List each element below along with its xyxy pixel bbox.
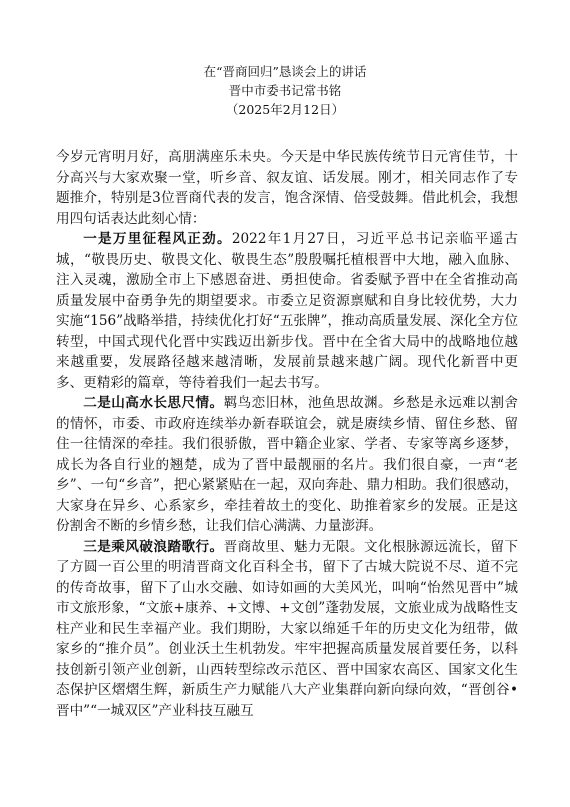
document-header: [0, 62, 570, 119]
paragraph-text: 晋商故里、魅力无限。文化根脉源远流长，留下了方圆一百公里的明清晋商文化百科全书，留下了古城大院说不尽、道不完的传奇故事，留下了山水交融、如诗如画的大美风光，叫响“怡然见晋中”城市文旅形象，“文旅+康养、+文博、+文创”蓬勃发展，文旅业成为战略性支柱产业和民生幸福产业。我们期盼，大家以绵延千年的历史文化为纽带，做家乡的“推介员”。创业沃土生机勃发。牢牢把握高质量发展首要任务，以科技创新引领产业创新，山西转型综改示范区、晋中国家农高区、国家文化生态保护区熠熠生辉，新质生产力赋能八大产业集群向新向绿向效，“晋创谷•晋中”“一城双区”产业科技互融互: [56, 538, 518, 719]
document-author: 晋中市委书记常书铭: [228, 83, 342, 98]
paragraph-point-one: [56, 229, 518, 393]
document-title: 在“晋商回归”恳谈会上的讲话: [203, 64, 367, 79]
paragraph-heading: 三是乘风破浪踏歌行。: [83, 538, 224, 555]
paragraph-text: 今岁元宵明月好，高朋满座乐未央。今天是中华民族传统节日元宵佳节，十分高兴与大家欢聚一堂，听乡音、叙友谊、话发展。刚才，相关同志作了专题推介，特别是3位晋商代表的发言，饱含深情、倍受鼓舞。借此机会，我想用四句话表达此刻心情：: [56, 149, 518, 227]
paragraph-text: 羁鸟恋旧林，池鱼思故渊。乡愁是永远难以割舍的情怀，市委、市政府连续举办新春联谊会，就是赓续乡情、留住乡愁、留住一往情深的牵挂。我们很骄傲，晋中籍企业家、学者、专家等离乡逐梦，成长为各自行业的翘楚，成为了晋中最靓丽的名片。我们很自豪，一声“老乡”、一句“乡音”，把心紧紧贴在一起，双向奔赴、鼎力相助。我们很感动，大家身在异乡、心系家乡，牵挂着故土的变化、助推着家乡的发展。正是这份割舍不断的乡情乡愁，让我们信心满满、力量澎湃。: [56, 395, 518, 534]
paragraph-point-three: [56, 537, 518, 722]
document-body: [56, 147, 518, 721]
document-date: （2025年2月12日）: [225, 102, 345, 117]
paragraph-intro: [56, 147, 518, 229]
paragraph-heading: 一是万里征程风正劲。: [83, 231, 232, 247]
paragraph-point-two: [56, 393, 518, 537]
paragraph-text: 2022年1月27日，习近平总书记亲临平遥古城，“敬畏历史、敬畏文化、敬畏生态”殷殷嘱托植根晋中大地，融入血脉、注入灵魂，激励全市上下感恩奋进、勇担使命。省委赋予晋中在全省推动高质量发展中奋勇争先的期望要求。市委立足资源禀赋和自身比较优势，大力实施“156”战略举措，持续优化打好“五张牌”，推动高质量发展、深化全方位转型，中国式现代化晋中实践迈出新步伐。晋中在全省大局中的战略地位越来越重要，发展路径越来越清晰，发展前景越来越广阔。现代化新晋中更多、更精彩的篇章，等待着我们一起去书写。: [56, 231, 518, 391]
paragraph-heading: 二是山高水长思尺情。: [83, 395, 224, 411]
